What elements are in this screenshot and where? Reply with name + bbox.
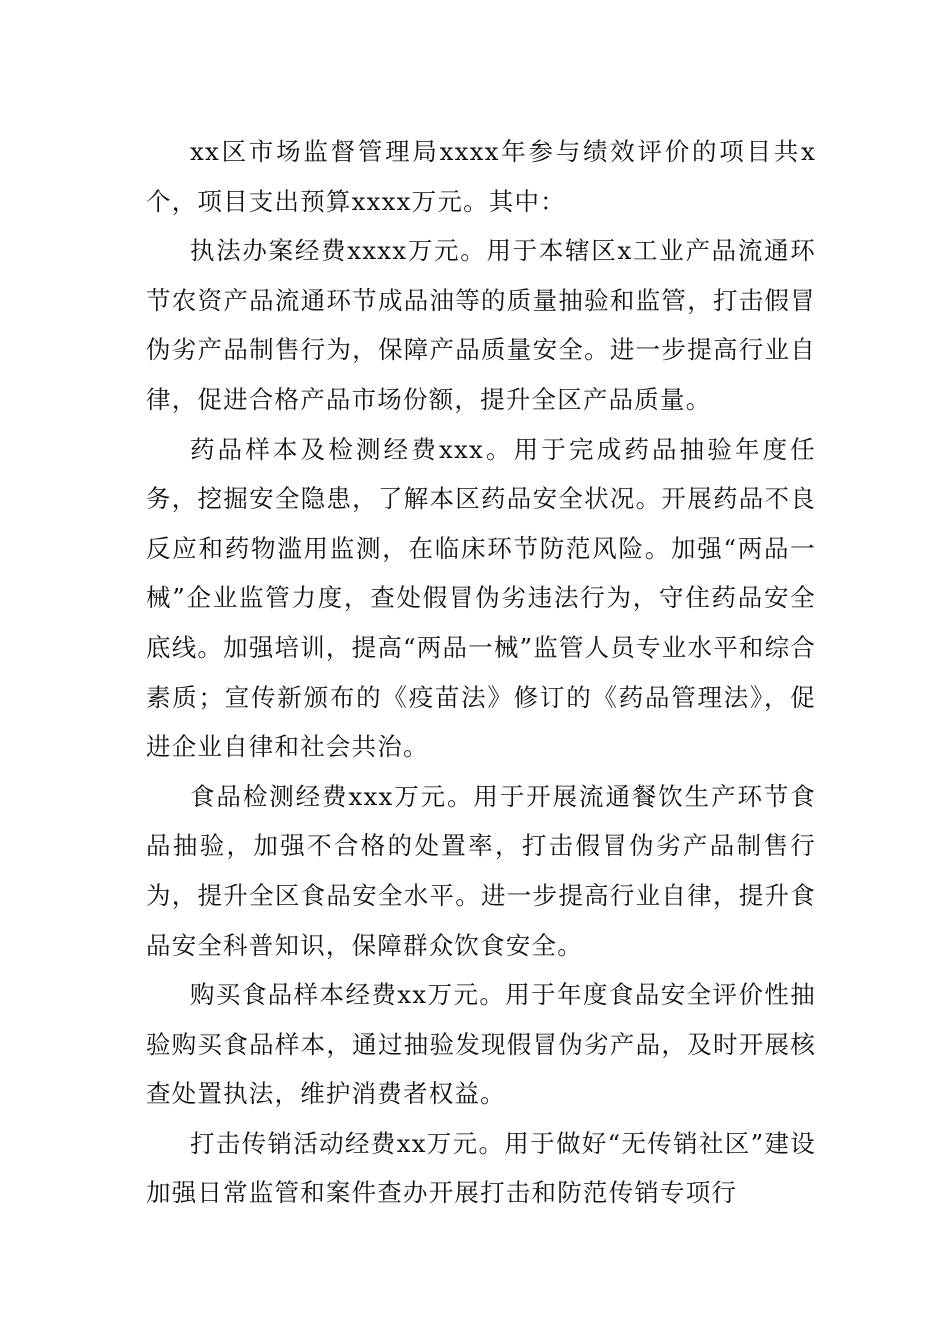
paragraph-food-sample-funds: 购买食品样本经费xx万元。用于年度食品安全评价性抽验购买食品样本，通过抽验发现假冒伪劣产品，及时开展核查处置执法，维护消费者权益。 xyxy=(146,980,816,1109)
paragraph-drug-testing-funds: 药品样本及检测经费xxx。用于完成药品抽验年度任务，挖掘安全隐患，了解本区药品安全状况。开展药品不良反应和药物滥用监测，在临床环节防范风险。加强“两品一械”企业监管力度，查处假冒伪劣违法行为，守住药品安全底线。加强培训，提高“两品一械”监管人员专业水平和综合素质；宣传新颁布的《疫苗法》修订的《药品管理法》，促进企业自律和社会共治。 xyxy=(146,434,816,762)
paragraph-anti-pyramid-selling-funds: 打击传销活动经费xx万元。用于做好“无传销社区”建设加强日常监管和案件查办开展打击和防范传销专项行 xyxy=(146,1128,816,1208)
paragraph-overview: xx区市场监督管理局xxxx年参与绩效评价的项目共x个，项目支出预算xxxx万元。其中： xyxy=(146,137,816,216)
document-body xyxy=(146,127,816,1218)
paragraph-food-testing-funds: 食品检测经费xxx万元。用于开展流通餐饮生产环节食品抽验，加强不合格的处置率，打击假冒伪劣产品制售行为，提升全区食品安全水平。进一步提高行业自律，提升食品安全科普知识，保障群众饮食安全。 xyxy=(146,781,816,960)
paragraph-law-enforcement-funds: 执法办案经费xxxx万元。用于本辖区x工业产品流通环节农资产品流通环节成品油等的质量抽验和监管，打击假冒伪劣产品制售行为，保障产品质量安全。进一步提高行业自律，促进合格产品市场份额，提升全区产品质量。 xyxy=(146,236,816,414)
